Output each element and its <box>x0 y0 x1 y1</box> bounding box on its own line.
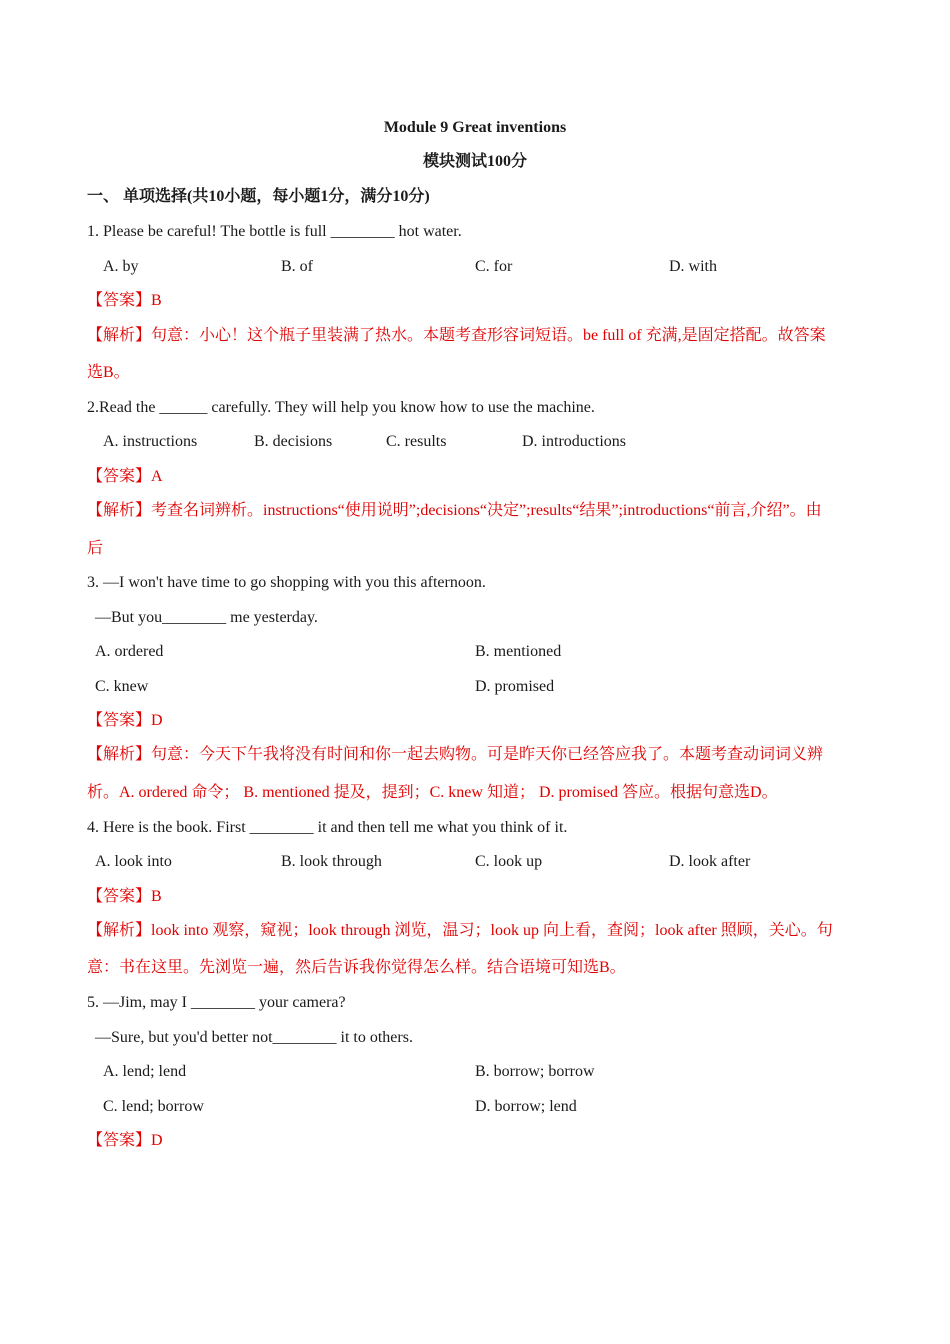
document-subtitle: 模块测试100分 <box>422 153 527 170</box>
question-4-stem: 4. Here is the book. First ________ it and then tell me what you think of it. <box>87 819 568 836</box>
question-3-answer: 【答案】D <box>87 712 163 729</box>
question-5-option-a: A. lend; lend <box>103 1063 187 1080</box>
question-3-analysis-line-2: 析。A. ordered 命令； B. mentioned 提及，提到；C. knew 知道； D. promised 答应。根据句意选D。 <box>87 784 778 801</box>
question-2-option-a: A. instructions <box>103 433 198 450</box>
question-2-option-b: B. decisions <box>254 433 333 450</box>
question-1-answer: 【答案】B <box>87 292 162 309</box>
question-2-analysis-line-2: 后 <box>87 540 104 557</box>
question-4-analysis-line-2: 意：书在这里。先浏览一遍，然后告诉我你觉得怎么样。结合语境可知选B。 <box>87 959 626 976</box>
question-3-option-d: D. promised <box>475 678 555 695</box>
question-5-option-d: D. borrow; lend <box>475 1098 577 1115</box>
question-3-option-b: B. mentioned <box>475 643 562 660</box>
section-heading: 一、 单项选择(共10小题，每小题1分，满分10分) <box>87 188 430 205</box>
question-2-analysis-line-1: 【解析】考查名词辨析。instructions“使用说明”;decisions“决定”;results“结果”;introductions“前言,介绍”。由 <box>87 502 822 519</box>
question-3-stem-line-1: 3. —I won't have time to go shopping with you this afternoon. <box>87 574 486 591</box>
question-3-stem-line-2: —But you________ me yesterday. <box>95 609 318 626</box>
question-4-option-d: D. look after <box>669 853 751 870</box>
question-3-option-c: C. knew <box>95 678 149 695</box>
question-5-stem-line-2: —Sure, but you'd better not________ it to others. <box>95 1029 413 1046</box>
question-3-analysis-line-1: 【解析】句意：今天下午我将没有时间和你一起去购物。可是昨天你已经答应我了。本题考查动词词义辨 <box>87 746 824 763</box>
question-4-analysis-line-1: 【解析】look into 观察，窥视；look through 浏览，温习；look up 向上看，查阅；look after 照顾，关心。句 <box>87 922 833 939</box>
question-1-option-a: A. by <box>103 258 139 275</box>
question-1-stem: 1. Please be careful! The bottle is full ________ hot water. <box>87 223 462 240</box>
question-5-answer: 【答案】D <box>87 1132 163 1149</box>
question-4-option-c: C. look up <box>475 853 543 870</box>
question-2-answer: 【答案】A <box>87 468 163 485</box>
question-1-analysis-line-1: 【解析】句意：小心！这个瓶子里装满了热水。本题考查形容词短语。be full of 充满,是固定搭配。故答案 <box>87 327 826 344</box>
question-2-option-d: D. introductions <box>522 433 626 450</box>
question-4-answer: 【答案】B <box>87 888 162 905</box>
question-1-option-c: C. for <box>475 258 513 275</box>
question-2-stem: 2.Read the ______ carefully. They will help you know how to use the machine. <box>87 399 595 416</box>
question-4-option-a: A. look into <box>95 853 172 870</box>
question-1-analysis-line-2: 选B。 <box>87 364 130 381</box>
question-5-option-c: C. lend; borrow <box>103 1098 204 1115</box>
question-1-option-b: B. of <box>281 258 313 275</box>
question-5-option-b: B. borrow; borrow <box>475 1063 595 1080</box>
question-5-stem-line-1: 5. —Jim, may I ________ your camera? <box>87 994 346 1011</box>
question-3-option-a: A. ordered <box>95 643 164 660</box>
question-2-option-c: C. results <box>386 433 447 450</box>
question-4-option-b: B. look through <box>281 853 382 870</box>
question-1-option-d: D. with <box>669 258 717 275</box>
document-title: Module 9 Great inventions <box>383 119 567 136</box>
